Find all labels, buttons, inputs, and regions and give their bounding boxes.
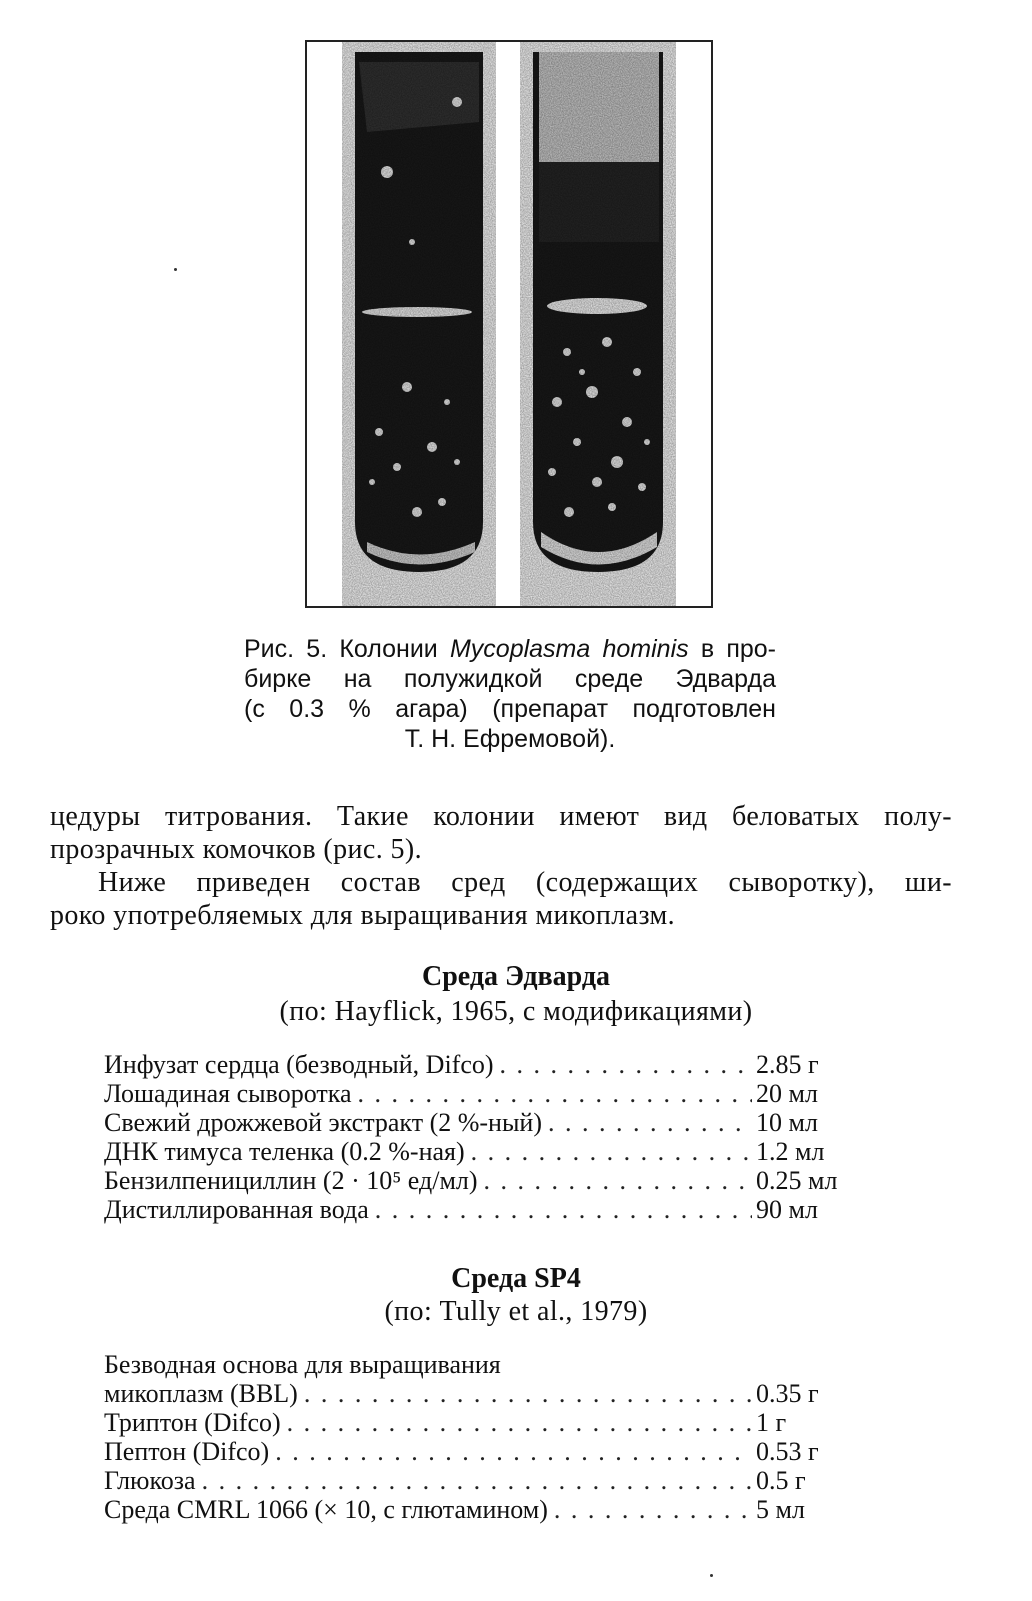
ingredient-row: Бензилпенициллин (2 · 10⁵ ед/мл) . . . 0.25 мл	[104, 1166, 874, 1195]
print-speck	[710, 1574, 713, 1577]
ingredient-row: микоплазм (BBL) . . . 0.35 г	[104, 1379, 874, 1408]
ingredient-row: ДНК тимуса теленка (0.2 %-ная) . . . 1.2 мл	[104, 1137, 874, 1166]
ingredient-row: Лошадиная сыворотка . . . 20 мл	[104, 1079, 874, 1108]
ingredient-row: Свежий дрожжевой экстракт (2 %-ный) . . . 10 мл	[104, 1108, 874, 1137]
ingredient-row: Инфузат сердца (безводный, Difco) . . . 2.85 г	[104, 1050, 874, 1079]
ingredient-row: Дистиллированная вода . . . 90 мл	[104, 1195, 874, 1224]
sp4-ingredients	[104, 1350, 874, 1524]
paragraph-2: Ниже приведен состав сред (содержащих сыворотку), ши- роко употребляемых для выращивания микоплазм.	[50, 867, 952, 931]
print-speck	[174, 268, 177, 271]
figure-caption: Рис. 5. Колонии Mycoplasma hominis в про- бирке на полужидкой среде Эдварда (с 0.3 % агара) (препарат подготовлен Т. Н. Ефремовой).	[244, 635, 776, 753]
edwards-title: Среда Эдварда	[422, 961, 610, 992]
paragraph-1: цедуры титрования. Такие колонии имеют вид беловатых полу- прозрачных комочков (рис. 5).	[50, 801, 952, 865]
figure-photo-test-tubes	[305, 40, 713, 608]
test-tubes-image	[307, 42, 711, 606]
ingredient-row: Триптон (Difco) . . . 1 г	[104, 1408, 874, 1437]
edwards-ingredients	[104, 1050, 874, 1224]
ingredient-row-continued: Безводная основа для выращивания	[104, 1350, 501, 1379]
ingredient-row: Глюкоза . . . 0.5 г	[104, 1466, 874, 1495]
ingredient-row: Пептон (Difco) . . . 0.53 г	[104, 1437, 874, 1466]
edwards-source: (по: Hayflick, 1965, с модификациями)	[279, 996, 753, 1027]
sp4-title: Среда SP4	[451, 1263, 581, 1294]
left-tube	[355, 52, 483, 572]
ingredient-row: Среда CMRL 1066 (× 10, с глютамином) . . . 5 мл	[104, 1495, 874, 1524]
sp4-source: (по: Tully et al., 1979)	[384, 1296, 648, 1327]
right-tube	[533, 52, 663, 572]
